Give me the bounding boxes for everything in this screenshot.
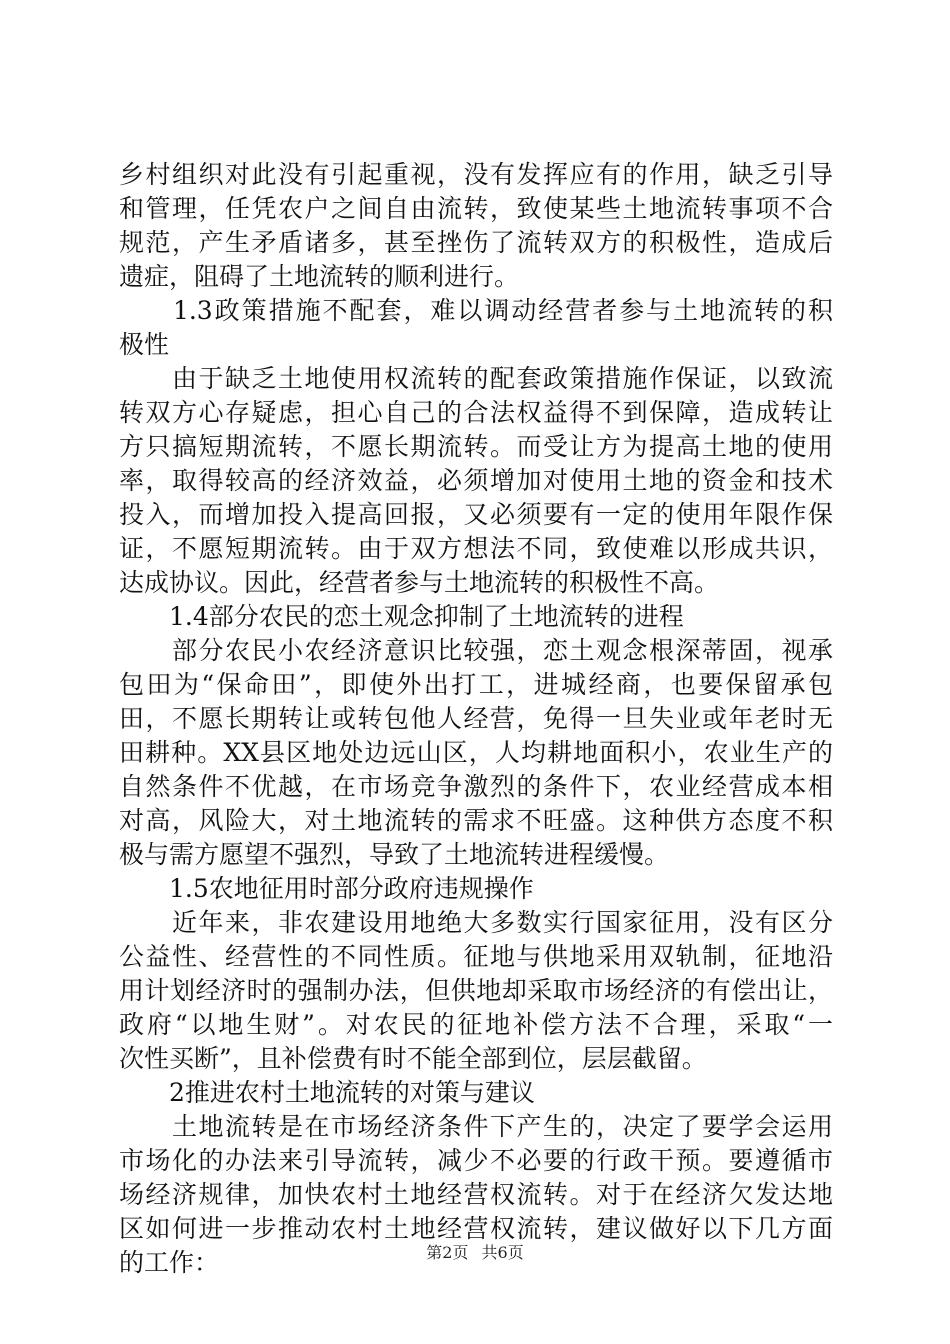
text-line: 近年来，非农建设用地绝大多数实行国家征用，没有区分	[119, 908, 833, 937]
text-line: 转双方心存疑虑，担心自己的合法权益得不到保障，造成转让	[119, 398, 833, 427]
text-line: 对高，风险大，对土地流转的需求不旺盛。这种供方态度不积	[119, 806, 833, 835]
text-line: 包田为“保命田”，即使外出打工，进城经商，也要保留承包	[119, 670, 833, 699]
section-heading-2: 2推进农村土地流转的对策与建议	[119, 1078, 535, 1107]
section-heading-1-5: 1.5农地征用时部分政府违规操作	[119, 874, 534, 903]
text-line: 土地流转是在市场经济条件下产生的，决定了要学会运用	[119, 1112, 833, 1141]
text-line: 用计划经济时的强制办法，但供地却采取市场经济的有偿出让，	[119, 976, 833, 1005]
text-line: 率，取得较高的经济效益，必须增加对使用土地的资金和技术	[119, 466, 833, 495]
text-line: 方只搞短期流转，不愿长期流转。而受让方为提高土地的使用	[119, 432, 833, 461]
text-line: 证，不愿短期流转。由于双方想法不同，致使难以形成共识，	[119, 534, 833, 563]
text-line: 田耕种。XX县区地处边远山区，人均耕地面积小，农业生产的	[119, 738, 833, 767]
page-footer	[0, 1243, 950, 1263]
text-line: 和管理，任凭农户之间自由流转，致使某些土地流转事项不合	[119, 194, 833, 223]
text-line: 极与需方愿望不强烈，导致了土地流转进程缓慢。	[119, 840, 670, 869]
text-line: 投入，而增加投入提高回报，又必须要有一定的使用年限作保	[119, 500, 833, 529]
page-total: 共6页	[481, 1243, 524, 1262]
section-heading-1-3: 1.3政策措施不配套，难以调动经营者参与土地流转的积	[119, 296, 833, 325]
page-number: 第2页	[426, 1243, 469, 1262]
text-line: 田，不愿长期转让或转包他人经营，免得一旦失业或年老时无	[119, 704, 833, 733]
text-line: 遗症，阻碍了土地流转的顺利进行。	[119, 262, 520, 291]
section-heading-1-4: 1.4部分农民的恋土观念抑制了土地流转的进程	[119, 602, 684, 631]
text-line: 次性买断”，且补偿费有时不能全部到位，层层截留。	[119, 1044, 707, 1073]
document-body	[119, 158, 833, 1280]
section-heading-1-3-cont: 极性	[119, 330, 170, 359]
text-line: 区如何进一步推动农村土地经营权流转，建议做好以下几方面	[119, 1214, 833, 1243]
text-line: 规范，产生矛盾诸多，甚至挫伤了流转双方的积极性，造成后	[119, 228, 833, 257]
text-line: 由于缺乏土地使用权流转的配套政策措施作保证，以致流	[119, 364, 833, 393]
text-line: 的工作：	[119, 1248, 220, 1277]
text-line: 政府“以地生财”。对农民的征地补偿方法不合理，采取“一	[119, 1010, 833, 1039]
text-line: 部分农民小农经济意识比较强，恋土观念根深蒂固，视承	[119, 636, 833, 665]
text-line: 自然条件不优越，在市场竞争激烈的条件下，农业经营成本相	[119, 772, 833, 801]
text-line: 市场化的办法来引导流转，减少不必要的行政干预。要遵循市	[119, 1146, 833, 1175]
text-line: 公益性、经营性的不同性质。征地与供地采用双轨制，征地沿	[119, 942, 833, 971]
text-line: 达成协议。因此，经营者参与土地流转的积极性不高。	[119, 568, 720, 597]
text-line: 场经济规律，加快农村土地经营权流转。对于在经济欠发达地	[119, 1180, 833, 1209]
text-line: 乡村组织对此没有引起重视，没有发挥应有的作用，缺乏引导	[119, 160, 833, 189]
